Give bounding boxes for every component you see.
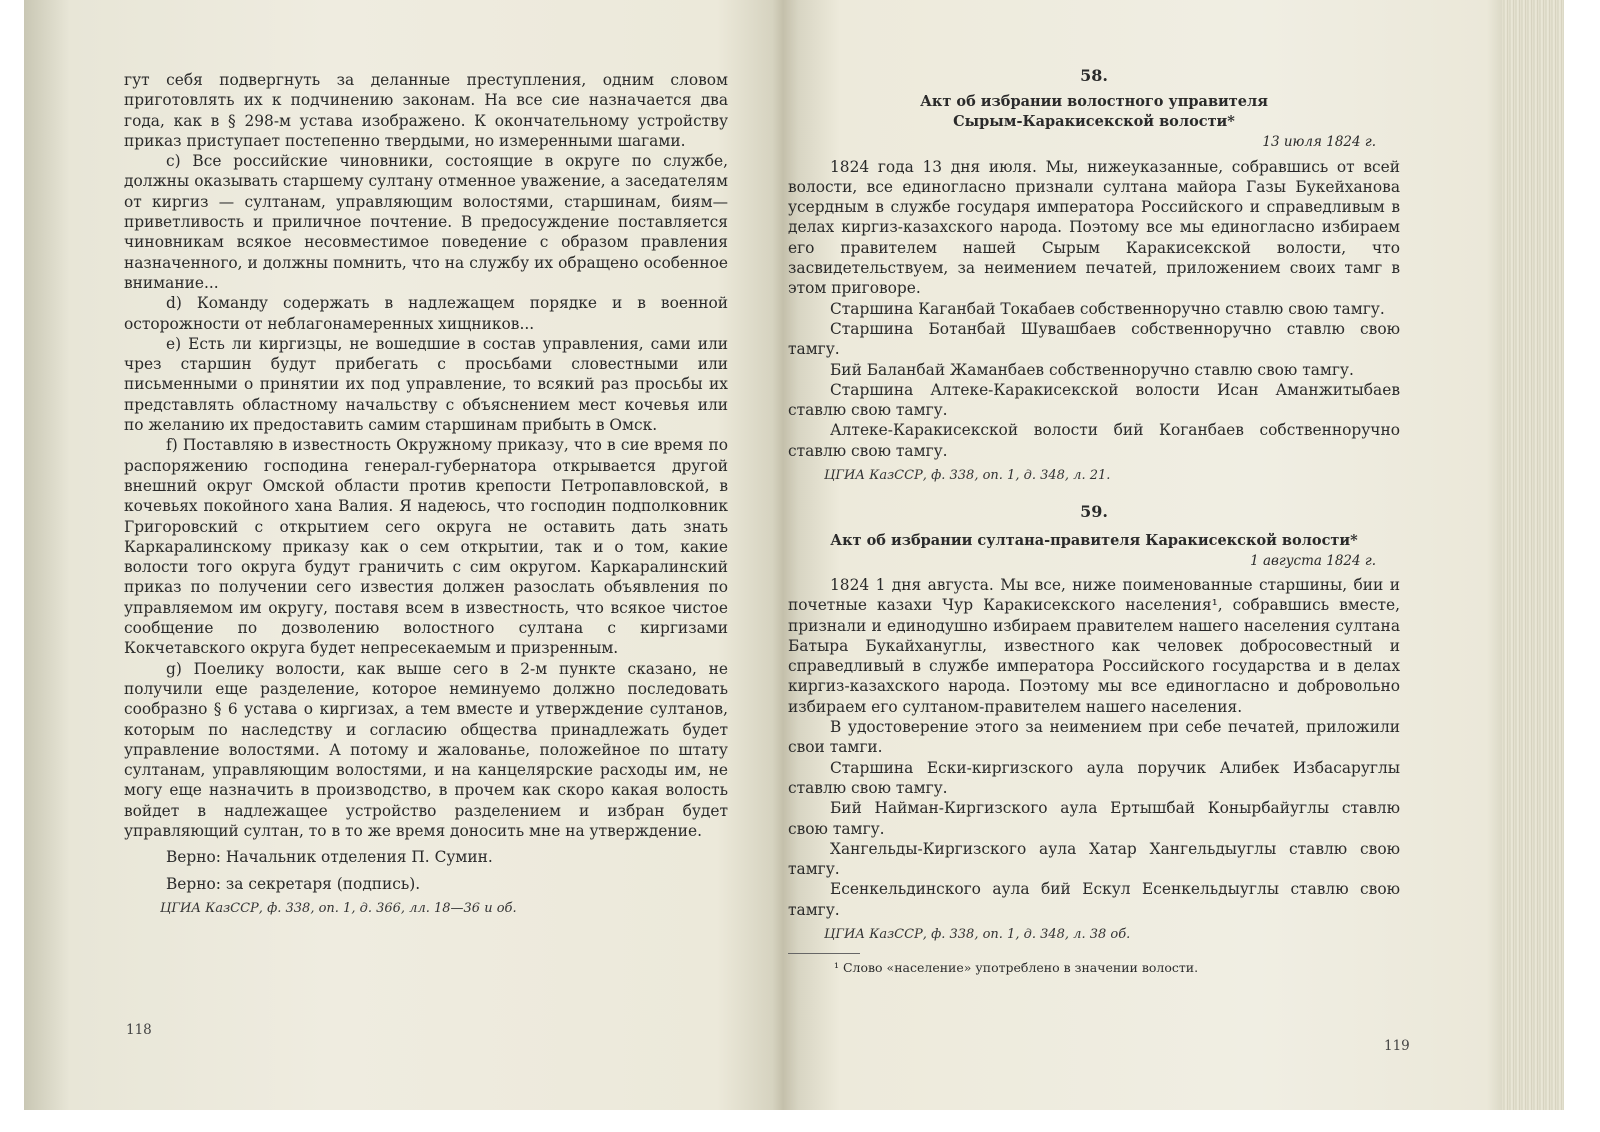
paragraph: Бий Баланбай Жаманбаев собственноручно ставлю свою тамгу. [830, 360, 1354, 379]
archive-source: ЦГИА КазССР, ф. 338, оп. 1, д. 366, лл. 18—36 и об. [160, 900, 517, 916]
paragraph: Хангельды-Киргизского аула Хатар Хангельдыуглы ставлю свою тамгу. [788, 839, 1400, 879]
footnote: ¹ Слово «население» употреблено в значении волости. [834, 960, 1199, 976]
paragraph: Старшина Каганбай Токабаев собственноручно ставлю свою тамгу. [830, 299, 1385, 318]
paragraph: Старшина Алтеке-Каракисекской волости Исан Аманжитыбаев ставлю свою тамгу. [788, 380, 1400, 420]
archive-source: ЦГИА КазССР, ф. 338, оп. 1, д. 348, л. 38 об. [824, 926, 1131, 942]
paragraph: В удостоверение этого за неимением при себе печатей, приложили свои тамги. [788, 718, 1400, 757]
paragraph: Алтеке-Каракисекской волости бий Коганбаев собственноручно ставлю свою тамгу. [788, 421, 1400, 460]
page-number: 118 [126, 1022, 152, 1038]
document-number: 59. [1080, 502, 1108, 522]
paragraph: 1824 1 дня августа. Мы все, ниже поименованные старшины, бии и почетные казахи Чур Каракисекского населения¹, собравшись вместе, признали и единодушно избираем правителем нашего населения султана Батыра Букайхануглы, известного как человек добросовестный и справедливый в службе императора Российского государства и в делах киргиз-казахского народа. Поэтому мы все единогласно и добровольно избираем его султаном-правителем нашего населения. [788, 575, 1400, 716]
paragraph: d) Команду содержать в надлежащем порядке и в военной осторожности от неблагонамеренных хищников... [124, 294, 728, 333]
paragraph: Старшина Ботанбай Шувашбаев собственноручно ставлю свою тамгу. [788, 319, 1400, 359]
left-page [124, 70, 728, 919]
paragraph: e) Есть ли киргизцы, не вошедшие в состав управления, сами или чрез старшин будут прибегать с просьбами словестными или письменными о принятии их под управление, то всякий раз просьбы их представлять областному начальству с объяснением мест кочевья или по желанию их предоставить самим старшинам прибыть в Омск. [124, 334, 728, 435]
page-number: 119 [1384, 1038, 1410, 1054]
page-edges [1502, 0, 1564, 1110]
paragraph: Есенкельдинского аула бий Ескул Есенкельдыуглы ставлю свою тамгу. [788, 880, 1400, 919]
paragraph: Бий Найман-Киргизского аула Ертышбай Конырбайуглы ставлю свою тамгу. [788, 799, 1400, 838]
footnote-rule [788, 953, 860, 954]
document-date: 13 июля 1824 г. [1262, 134, 1376, 151]
paragraph: f) Поставляю в известность Окружному приказу, что в сие время по распоряжению господина генерал-губернатора открывается другой внешний округ Омской области против крепости Петропавловской, в кочевьях покойного хана Валия. Я надеюсь, что господин подполковник Григоровский с открытием сего округа не оставить дать знать Каркаралинскому приказу как о сем открытии, так и о том, какие волости того округа будут граничить с сим округом. Каркаралинский приказ по получении сего известия должен разослать объявления по управляемом им округу, поставя всем в известность, что всякое чистое сообщение по дозволению волостного султана с киргизами Кокчетавского округа будет непресекаемым и призренным. [124, 436, 728, 658]
paragraph: 1824 года 13 дня июля. Мы, нижеуказанные, собравшись от всей волости, все единогласно признали султана майора Газы Букейханова усердным в службе государя императора Российского и справедливым в делах киргиз-казахского народа. Поэтому все мы единогласно избираем его правителем нашей Сырым Каракисекской волости, что засвидетельствуем, за неимением печатей, приложением своих тамг в этом приговоре. [788, 157, 1400, 298]
signature-line: Верно: за секретаря (подпись). [166, 874, 421, 893]
document-title: Акт об избрании волостного управителя [920, 93, 1268, 111]
signature-line: Верно: Начальник отделения П. Сумин. [166, 848, 493, 867]
paragraph: g) Поелику волости, как выше сего в 2-м пункте сказано, не получили еще разделение, которое неминуемо должно последовать сообразно § 6 устава о киргизах, а тем вместе и утверждение султанов, которым по наследству и согласию общества принадлежать будет управление волостями. А потому и жалованье, положейное по штату султанам, управляющим волостями, и на канцелярские расходы им, не могу еще назначить в производство, в прочем как скоро какая волость войдет в надлежащее устройство разделением и избран будет управляющий султан, то в то же время доносить мне на утверждение. [124, 659, 728, 840]
right-page [788, 66, 1400, 979]
document-date: 1 августа 1824 г. [1250, 552, 1376, 569]
paragraph: c) Все российские чиновники, состоящие в округе по службе, должны оказывать старшему султану отменное уважение, а заседателям от киргиз — султанам, управляющим волостями, старшинам, биям—приветливость и приличное почтение. В предосуждение поставляется чиновникам всякое несовместимое поведение с образом правления назначенного, и должны помнить, что на службу их обращено особенное внимание... [124, 152, 728, 292]
document-title: Акт об избрании султана-правителя Каракисекской волости* [830, 531, 1358, 549]
document-title: Сырым-Каракисекской волости* [953, 113, 1235, 131]
paragraph: гут себя подвергнуть за деланные преступления, одним словом приготовлять их к подчинению законам. На все сие назначается два года, как в § 298-м устава изображено. К окончательному устройству приказ приступает постепенно твердыми, но измеренными шагами. [124, 71, 728, 150]
document-number: 58. [1080, 66, 1108, 85]
paragraph: Старшина Ески-киргизского аула поручик Алибек Избасаруглы ставлю свою тамгу. [788, 758, 1400, 797]
archive-source: ЦГИА КазССР, ф. 338, оп. 1, д. 348, л. 21. [824, 468, 1111, 484]
